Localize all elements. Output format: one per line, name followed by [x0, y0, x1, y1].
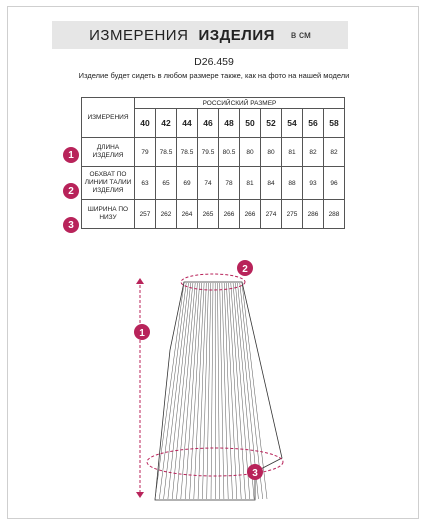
table-cell: 82 — [303, 138, 324, 167]
table-cell: 78.5 — [177, 138, 198, 167]
table-cell: 78 — [219, 167, 240, 200]
size-cell: 42 — [156, 109, 177, 138]
fit-note: Изделие будет сидеть в любом размере также, как на фото на нашей модели — [78, 71, 350, 80]
table-cell: 80.5 — [219, 138, 240, 167]
diagram-marker-2 — [237, 260, 253, 276]
title-unit: в см — [290, 29, 311, 41]
diagram-marker-2-label: 2 — [242, 264, 248, 275]
table-cell: 88 — [282, 167, 303, 200]
size-cell: 44 — [177, 109, 198, 138]
row-number-badge-1: 1 — [63, 147, 79, 163]
pleat-line — [194, 283, 204, 499]
diagram-marker-1-label: 1 — [139, 328, 145, 339]
size-cell: 50 — [240, 109, 261, 138]
pleat-line — [190, 283, 202, 499]
pleat-line — [164, 283, 189, 499]
pleat-line — [207, 283, 211, 499]
title-regular: ИЗМЕРЕНИЯ — [89, 26, 189, 44]
table-cell: 266 — [219, 200, 240, 229]
table-cell: 275 — [282, 200, 303, 229]
table-cell: 84 — [261, 167, 282, 200]
size-cell: 48 — [219, 109, 240, 138]
size-cell: 52 — [261, 109, 282, 138]
table-cell: 78.5 — [156, 138, 177, 167]
table-cell: 265 — [198, 200, 219, 229]
table-cell: 80 — [261, 138, 282, 167]
pleat-line — [198, 283, 206, 499]
table-cell: 264 — [177, 200, 198, 229]
pleat-line — [226, 283, 236, 499]
row-number-badge-2: 2 — [63, 183, 79, 199]
pleat-line — [222, 283, 228, 499]
size-cell: 40 — [135, 109, 156, 138]
table-cell: 82 — [324, 138, 345, 167]
table-cell: 274 — [261, 200, 282, 229]
pleat-line — [202, 283, 208, 499]
pleat-line — [233, 283, 250, 499]
pleat-line — [220, 283, 224, 499]
row-label-length: ДЛИНА ИЗДЕЛИЯ — [82, 138, 135, 167]
row-number-badge-3: 3 — [63, 217, 79, 233]
row-label-hem: ШИРИНА ПО НИЗУ — [82, 200, 135, 229]
table-cell: 96 — [324, 167, 345, 200]
size-cell: 58 — [324, 109, 345, 138]
size-cell: 54 — [282, 109, 303, 138]
size-cell: 56 — [303, 109, 324, 138]
table-cell: 79.5 — [198, 138, 219, 167]
table-cell: 262 — [156, 200, 177, 229]
corner-label: ИЗМЕРЕНИЯ — [82, 98, 135, 138]
diagram-marker-1 — [134, 324, 150, 340]
row-label-waist: ОБХВАТ ПО ЛИНИИ ТАЛИИ ИЗДЕЛИЯ — [82, 167, 135, 200]
table-cell: 286 — [303, 200, 324, 229]
pleat-line — [229, 283, 242, 499]
table-cell: 81 — [282, 138, 303, 167]
table-cell: 266 — [240, 200, 261, 229]
table-cell: 69 — [177, 167, 198, 200]
diagram-marker-3 — [247, 464, 263, 480]
table-cell: 80 — [240, 138, 261, 167]
table-cell: 63 — [135, 167, 156, 200]
pleat-line — [172, 283, 193, 499]
pleat-line — [155, 283, 184, 499]
pleat-line — [211, 283, 213, 499]
pleat-line — [224, 283, 232, 499]
pleat-line — [181, 283, 198, 499]
table-cell: 288 — [324, 200, 345, 229]
table-cell: 81 — [240, 167, 261, 200]
pleat-line — [159, 283, 186, 499]
diagram-marker-3-label: 3 — [252, 468, 258, 479]
title-bold: ИЗДЕЛИЯ — [198, 26, 275, 44]
table-cell: 65 — [156, 167, 177, 200]
table-cell: 93 — [303, 167, 324, 200]
size-system-header: РОССИЙСКИЙ РАЗМЕР — [135, 98, 345, 109]
product-code: D26.459 — [194, 56, 234, 68]
table-cell: 79 — [135, 138, 156, 167]
size-cell: 46 — [198, 109, 219, 138]
table-cell: 257 — [135, 200, 156, 229]
table-cell: 74 — [198, 167, 219, 200]
pleat-line — [218, 283, 220, 499]
